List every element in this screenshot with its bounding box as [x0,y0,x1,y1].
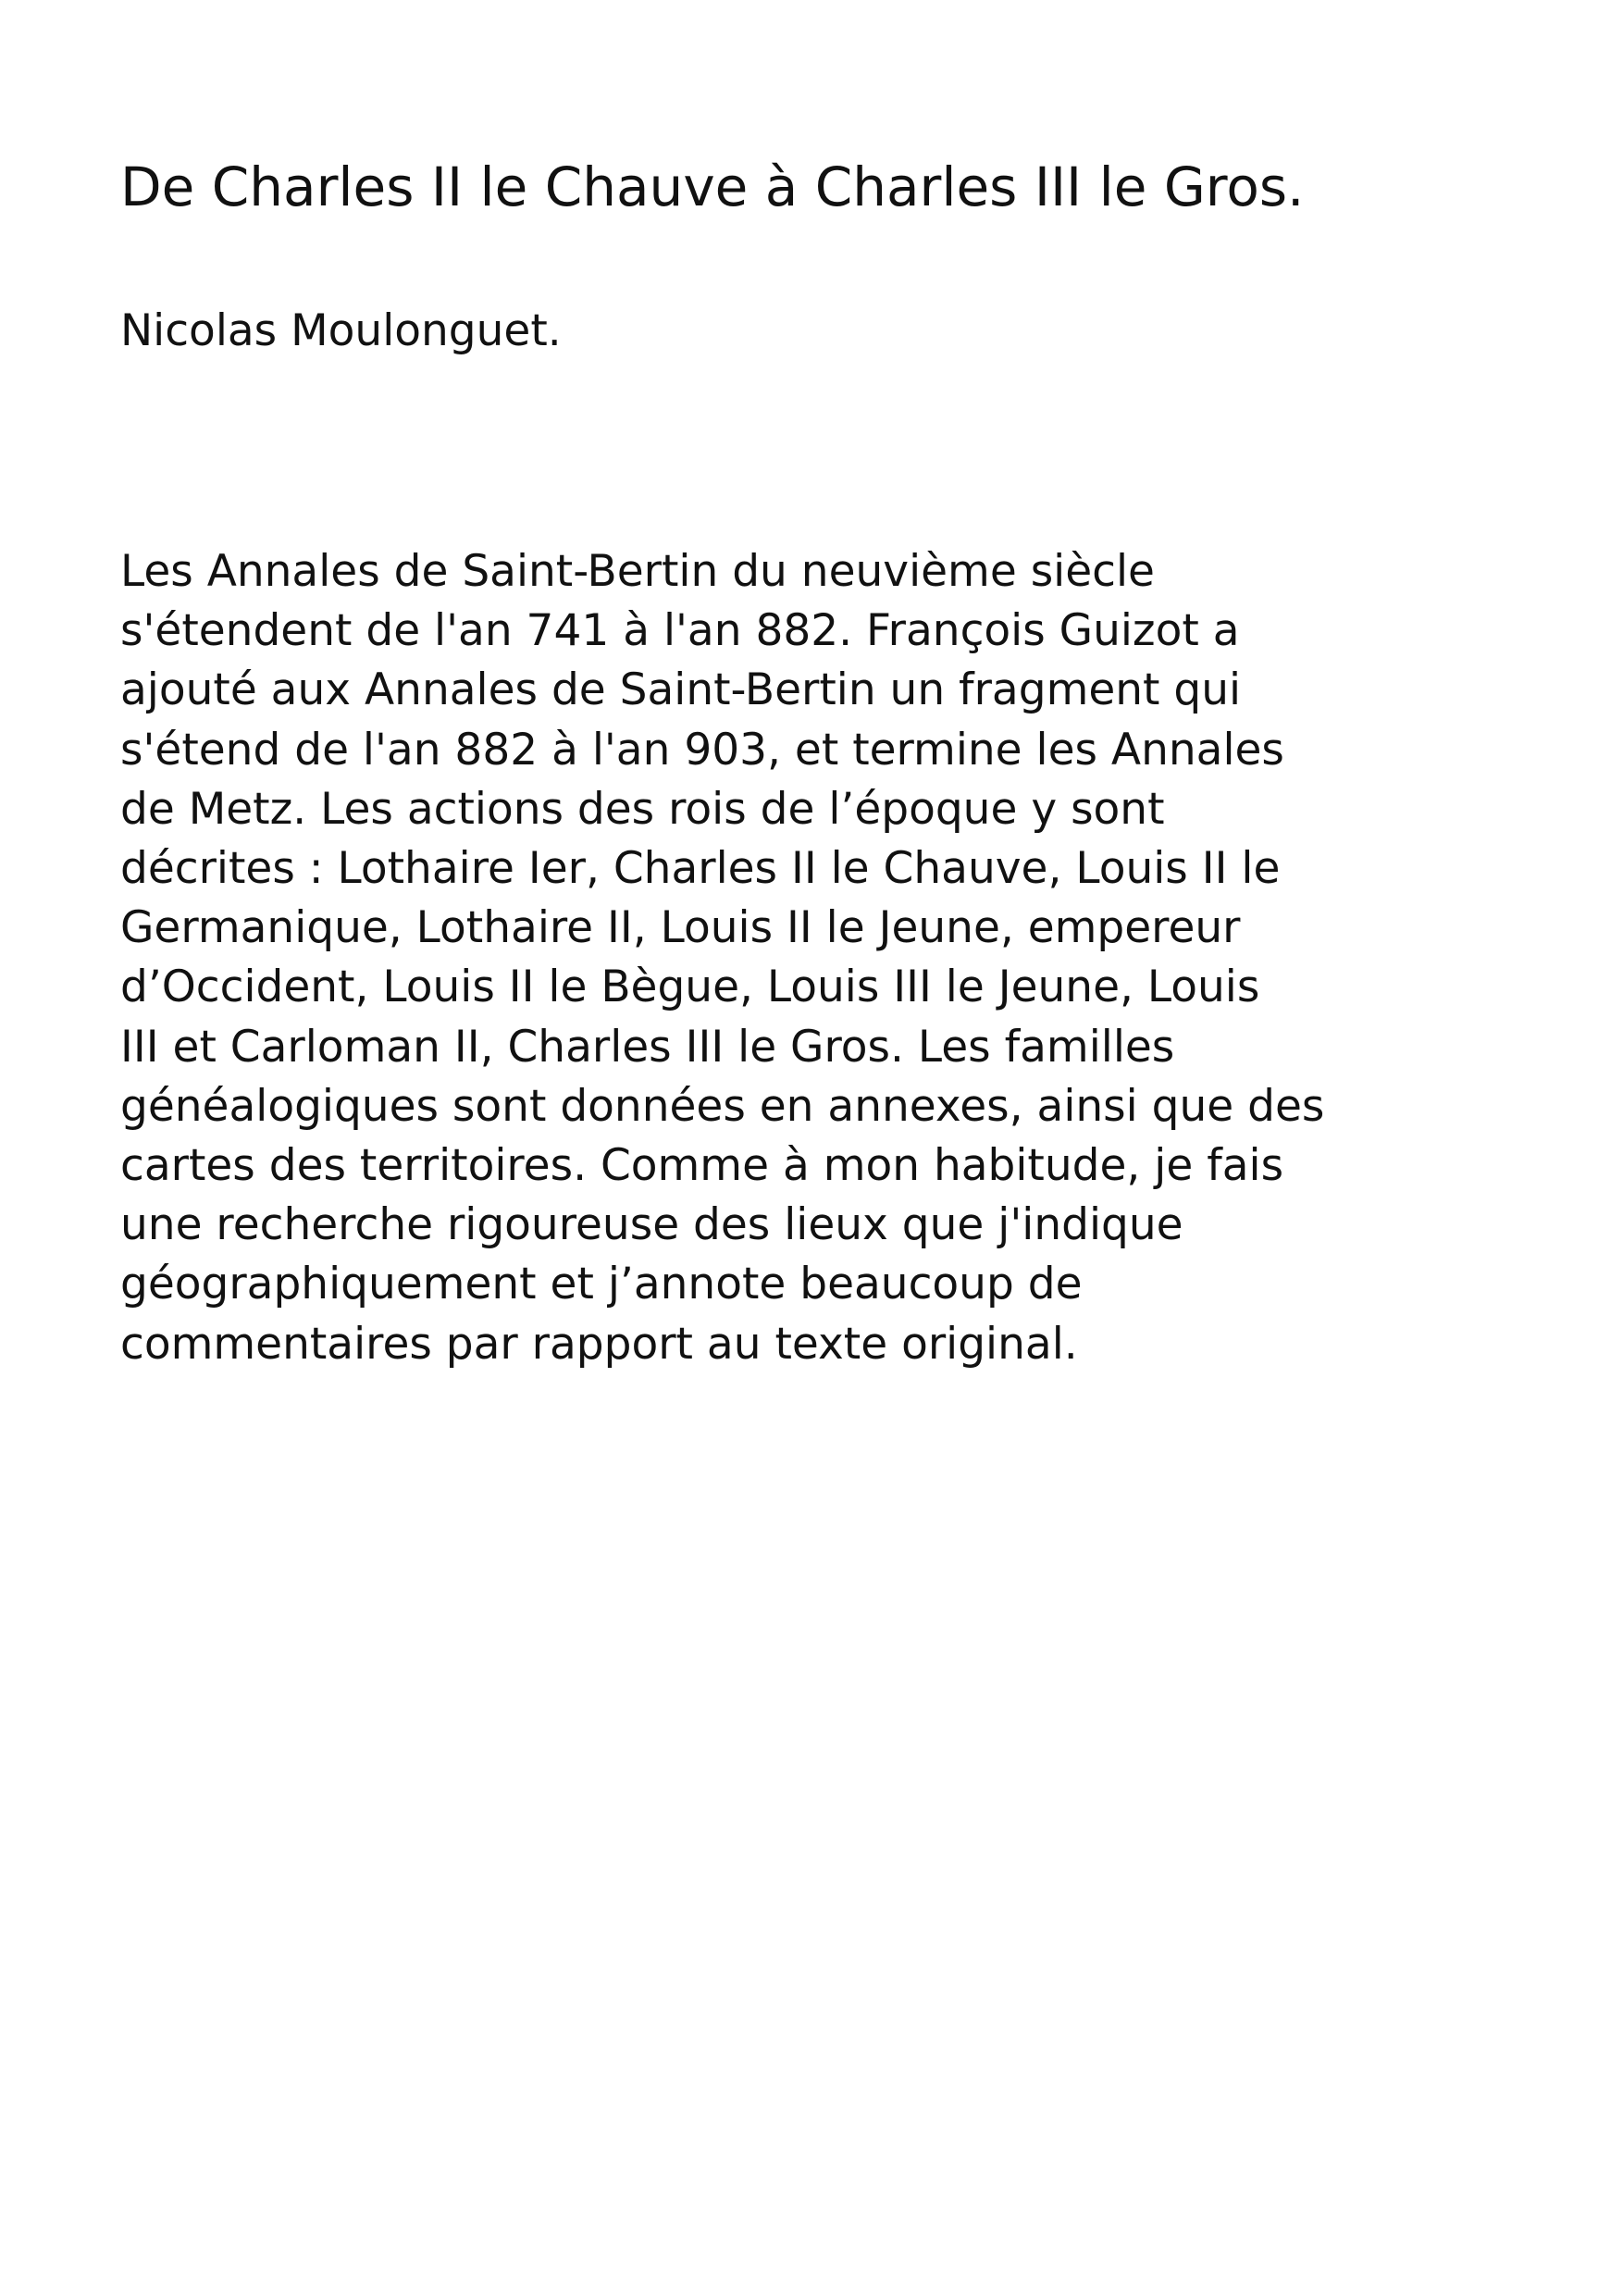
body-line: d’Occident, Louis II le Bègue, Louis III le Jeune, Louis [120,962,1260,1013]
body-line: Les Annales de Saint-Bertin du neuvième siècle [120,546,1155,597]
body-line: de Metz. Les actions des rois de l’époque y sont [120,783,1165,835]
body-line: géographiquement et j’annote beaucoup de [120,1259,1083,1310]
body-line: une recherche rigoureuse des lieux que j'indique [120,1199,1183,1251]
body-line: généalogiques sont données en annexes, ainsi que des [120,1080,1325,1132]
author-name: Nicolas Moulonguet. [120,305,562,356]
body-line: Germanique, Lothaire II, Louis II le Jeune, empereur [120,902,1241,954]
body-line: commentaires par rapport au texte original. [120,1318,1078,1370]
body-line: III et Carloman II, Charles III le Gros. Les familles [120,1021,1175,1073]
body-line: décrites : Lothaire Ier, Charles II le Chauve, Louis II le [120,843,1281,895]
body-line: ajouté aux Annales de Saint-Bertin un fragment qui [120,664,1242,716]
body-line: s'étend de l'an 882 à l'an 903, et termine les Annales [120,724,1284,776]
document-title: De Charles II le Chauve à Charles III le Gros. [120,155,1305,218]
body-line: cartes des territoires. Comme à mon habitude, je fais [120,1140,1284,1192]
body-line: s'étendent de l'an 741 à l'an 882. François Guizot a [120,605,1240,657]
body-paragraph [120,542,1545,1374]
